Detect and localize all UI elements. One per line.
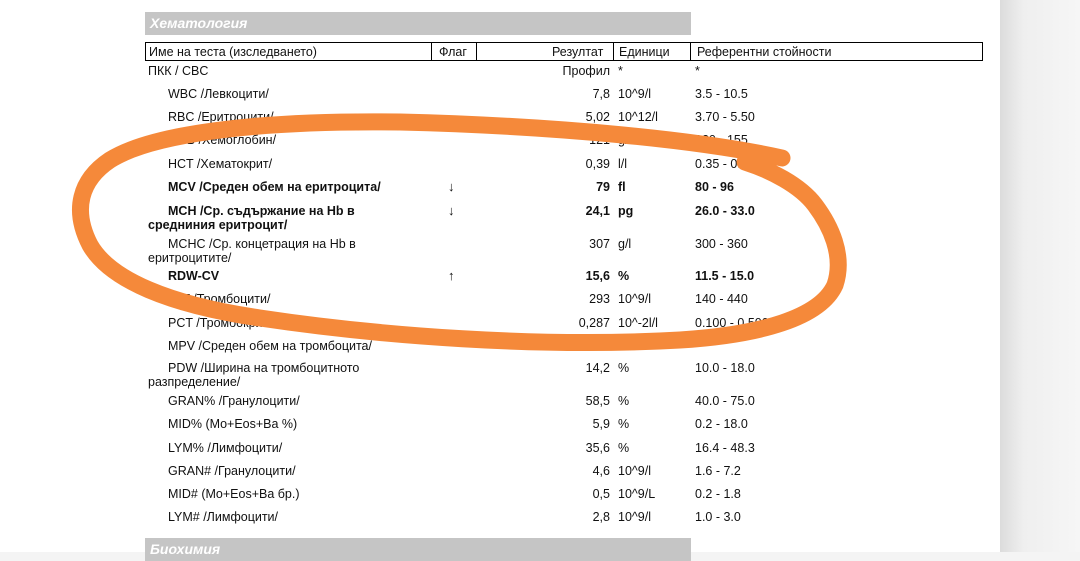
reference-range: 0.2 - 1.8 bbox=[695, 487, 741, 501]
result-value: 121 bbox=[589, 133, 610, 147]
unit: 10^9/l bbox=[618, 292, 651, 306]
result-value: 14,2 bbox=[585, 361, 610, 375]
flag-low-arrow-icon: ↓ bbox=[448, 203, 455, 218]
unit: g/l bbox=[618, 133, 632, 147]
test-name: MCH /Ср. съдържание на Hb в средниния еритроцит/ bbox=[148, 204, 355, 232]
section-header-hematology: Хематология bbox=[145, 12, 691, 35]
test-name: RDW-CV bbox=[168, 269, 220, 283]
unit: g/l bbox=[618, 237, 632, 251]
test-name: ПКК / CBC bbox=[148, 64, 209, 78]
result-value: 293 bbox=[589, 292, 610, 306]
unit: % bbox=[618, 441, 630, 455]
test-name: MCV /Среден обем на еритроцита/ bbox=[168, 180, 381, 194]
unit: 10^-2l/l bbox=[618, 316, 658, 330]
test-name: MPV /Среден обем на тромбоцита/ bbox=[168, 339, 372, 353]
test-name: PCT /Тромбокрит/ bbox=[168, 316, 272, 330]
header-flag: Флаг bbox=[439, 45, 467, 59]
header-reference: Референтни стойности bbox=[697, 45, 832, 59]
result-value: 7,8 bbox=[592, 87, 610, 101]
unit: 10^9/l bbox=[618, 510, 651, 524]
test-name: PDW /Ширина на тромбоцитното разпределение/ bbox=[148, 361, 360, 389]
section-header-biochemistry: Биохимия bbox=[145, 538, 691, 561]
unit: % bbox=[618, 394, 630, 408]
result-value: 79 bbox=[596, 180, 610, 194]
unit: 10^9/L bbox=[618, 487, 656, 501]
reference-range: 80 - 96 bbox=[695, 180, 734, 194]
result-value: 58,5 bbox=[585, 394, 610, 408]
test-name: HGB /Хемоглобин/ bbox=[168, 133, 277, 147]
reference-range: 3.70 - 5.50 bbox=[695, 110, 755, 124]
reference-range: 300 - 360 bbox=[695, 237, 748, 251]
flag-low-arrow-icon: ↓ bbox=[448, 179, 455, 194]
result-value: 0,39 bbox=[585, 157, 610, 171]
result-value: 0,5 bbox=[592, 487, 610, 501]
unit: 10^9/l bbox=[618, 464, 651, 478]
header-units: Единици bbox=[619, 45, 670, 59]
unit: fl bbox=[618, 180, 626, 194]
test-name: MID% (Mo+Eos+Ba %) bbox=[168, 417, 298, 431]
reference-range: 11.5 - 15.0 bbox=[695, 269, 755, 283]
unit: % bbox=[618, 417, 630, 431]
reference-range: 140 - 440 bbox=[695, 292, 748, 306]
unit: 10^12/l bbox=[618, 110, 658, 124]
reference-range: 40.0 - 75.0 bbox=[695, 394, 755, 408]
reference-range: * bbox=[695, 64, 700, 78]
test-name: RBC /Еритроцити/ bbox=[168, 110, 274, 124]
result-value: 15,6 bbox=[585, 269, 610, 283]
reference-range: 1.6 - 7.2 bbox=[695, 464, 741, 478]
reference-range: 10.0 - 18.0 bbox=[695, 361, 755, 375]
test-name: MCHC /Ср. концетрация на Hb в еритроцитите/ bbox=[148, 237, 356, 265]
reference-range: 3.5 - 10.5 bbox=[695, 87, 748, 101]
result-value: Профил bbox=[562, 64, 610, 78]
unit: pg bbox=[618, 204, 634, 218]
reference-range: 0.2 - 18.0 bbox=[695, 417, 748, 431]
result-value: 35,6 bbox=[585, 441, 610, 455]
test-name: LYM# /Лимфоцити/ bbox=[168, 510, 279, 524]
flag-high-arrow-icon: ↑ bbox=[448, 268, 455, 283]
result-value: 4,6 bbox=[592, 464, 610, 478]
test-name: GRAN% /Гранулоцити/ bbox=[168, 394, 300, 408]
unit: 10^9/l bbox=[618, 87, 651, 101]
test-name: GRAN# /Гранулоцити/ bbox=[168, 464, 296, 478]
test-name: HCT /Хематокрит/ bbox=[168, 157, 273, 171]
header-result: Резултат bbox=[552, 45, 604, 59]
result-value: 0,287 bbox=[578, 316, 610, 330]
reference-range: 120 - 155 bbox=[695, 133, 748, 147]
result-value: 307 bbox=[589, 237, 610, 251]
unit: % bbox=[618, 361, 630, 375]
result-value: 5,9 bbox=[592, 417, 610, 431]
result-value: 2,8 bbox=[592, 510, 610, 524]
table-header bbox=[145, 42, 983, 61]
test-name: MID# (Mo+Eos+Ba бр.) bbox=[168, 487, 300, 501]
result-value: 5,02 bbox=[585, 110, 610, 124]
unit: * bbox=[618, 64, 623, 78]
result-value: 24,1 bbox=[585, 204, 610, 218]
test-name: PLT /Тромбоцити/ bbox=[168, 292, 271, 306]
unit: l/l bbox=[618, 157, 628, 171]
reference-range: 26.0 - 33.0 bbox=[695, 204, 755, 218]
reference-range: 0.100 - 0.500 bbox=[695, 316, 769, 330]
page-edge-shadow bbox=[1000, 0, 1080, 552]
reference-range: 1.0 - 3.0 bbox=[695, 510, 741, 524]
test-name: LYM% /Лимфоцити/ bbox=[168, 441, 283, 455]
header-name: Име на теста (изследването) bbox=[149, 45, 317, 59]
reference-range: 16.4 - 48.3 bbox=[695, 441, 755, 455]
unit: % bbox=[618, 269, 630, 283]
reference-range: 0.35 - 0.46 bbox=[695, 157, 755, 171]
test-name: WBC /Левкоцити/ bbox=[168, 87, 269, 101]
